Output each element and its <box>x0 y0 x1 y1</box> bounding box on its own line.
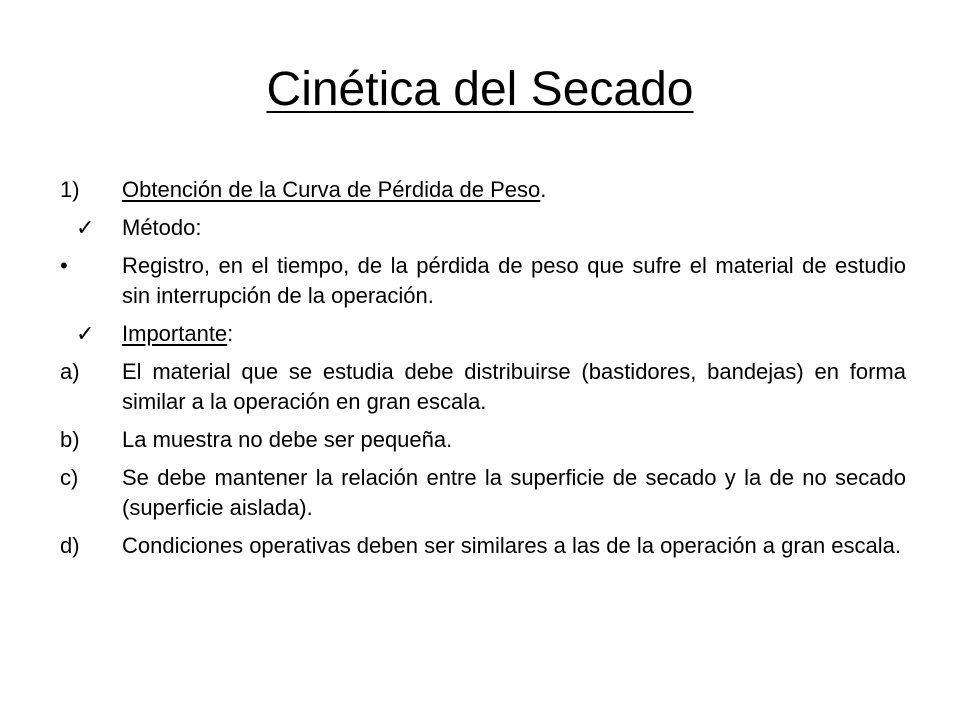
underlined-heading: Importante <box>122 321 228 346</box>
trailing-text: . <box>540 177 547 202</box>
list-item-text: Registro, en el tiempo, de la pérdida de peso que sufre el material de estudio sin interrupción de la operación. <box>122 253 906 308</box>
list-marker-letter: c) <box>60 465 79 490</box>
list-item-text: El material que se estudia debe distribuirse (bastidores, bandejas) en forma similar a la operación en gran escala. <box>122 359 906 414</box>
checkmark-icon: ✓ <box>76 215 95 240</box>
list-item-d <box>60 531 906 561</box>
list-item-important <box>60 319 906 349</box>
trailing-text: : <box>227 321 234 346</box>
bullet-icon: • <box>60 253 68 278</box>
list-item-a <box>60 357 906 417</box>
list-item-text: Condiciones operativas deben ser similares a las de la operación a gran escala. <box>122 533 902 558</box>
list-item-text <box>122 321 233 346</box>
underlined-heading: Obtención de la Curva de Pérdida de Peso <box>122 177 541 202</box>
list-item-text <box>122 177 546 202</box>
list-item-method <box>60 213 906 243</box>
list-item-text: La muestra no debe ser pequeña. <box>122 427 453 452</box>
slide-title: Cinética del Secado <box>266 63 694 116</box>
list-marker-letter: b) <box>60 427 80 452</box>
slide-content <box>60 175 906 569</box>
list-item-bullet <box>60 251 906 311</box>
list-item-b <box>60 425 906 455</box>
checkmark-icon: ✓ <box>76 321 95 346</box>
list-marker-number: 1) <box>60 177 80 202</box>
list-marker-letter: d) <box>60 533 80 558</box>
list-marker-letter: a) <box>60 359 80 384</box>
list-item-c <box>60 463 906 523</box>
list-item-text: Se debe mantener la relación entre la superficie de secado y la de no secado (superficie aislada). <box>122 465 906 520</box>
list-item-text: Método: <box>122 215 202 240</box>
list-item-1 <box>60 175 906 205</box>
